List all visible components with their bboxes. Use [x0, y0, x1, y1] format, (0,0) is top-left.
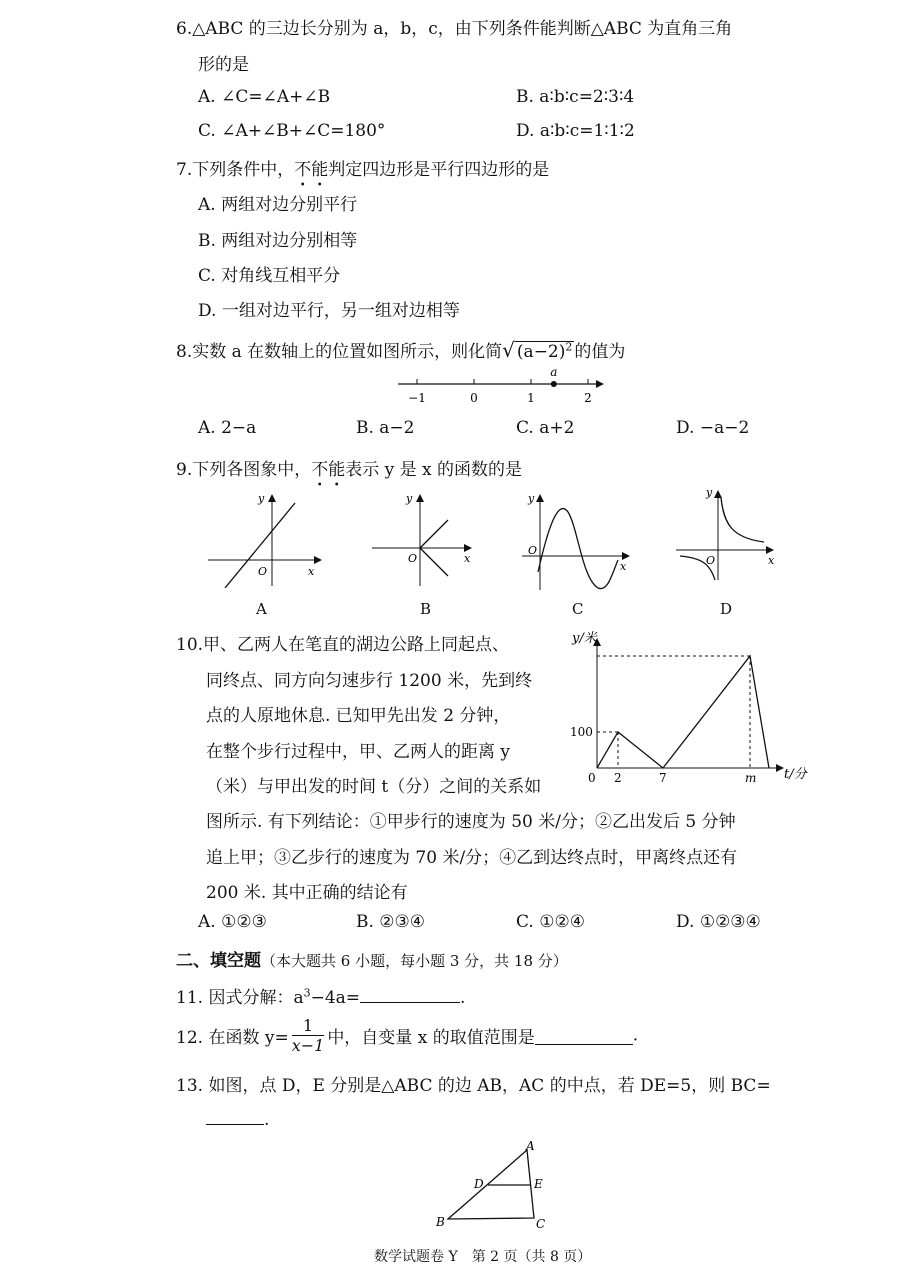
- arrow-icon: [416, 494, 424, 502]
- distance-time-graph: [560, 628, 820, 788]
- arrow-icon: [766, 546, 774, 554]
- arrow-icon: [314, 556, 322, 564]
- graph-a-label: A: [256, 600, 267, 618]
- q8-option-b: B. a−2: [356, 418, 415, 438]
- x-axis-label: x: [308, 565, 315, 578]
- fraction: [292, 1016, 325, 1055]
- y-tick-100: 100: [570, 725, 593, 739]
- q8-radicand: $(a-2)^2$: [516, 340, 573, 362]
- q8-option-d: D. −a−2: [676, 418, 750, 438]
- point-d-label: D: [474, 1177, 484, 1191]
- x-axis-label: x: [768, 554, 775, 567]
- q11: [176, 983, 465, 1008]
- q6-option-a: A. ∠C=∠A+∠B: [198, 87, 331, 107]
- q7-emphasis-2: 能: [311, 160, 329, 180]
- tick-label: −1: [408, 391, 426, 405]
- q9-stem: [176, 455, 522, 480]
- tick-label: 1: [527, 391, 535, 405]
- vertex-c-label: C: [536, 1217, 546, 1231]
- q11-end: .: [460, 988, 466, 1008]
- q9-emphasis-1: 不: [311, 460, 329, 480]
- number-line: [390, 362, 620, 412]
- q13-line1: 13. 如图，点 D，E 分别是△ABC 的边 AB，AC 的中点，若 DE=5，则 BC=: [176, 1076, 771, 1096]
- graph-a: [200, 488, 330, 588]
- t-tick-2: 2: [614, 771, 622, 785]
- q10-option-a: A. ①②③: [198, 912, 267, 932]
- function-curve: [538, 509, 618, 589]
- y-axis-label: y: [528, 492, 535, 505]
- t-tick-7: 7: [659, 771, 667, 785]
- fraction-numerator: 1: [292, 1016, 325, 1036]
- y-axis-label: y: [258, 492, 265, 505]
- section-note: （本大题共 6 小题，每小题 3 分，共 18 分）: [261, 952, 568, 970]
- function-curve: [420, 520, 448, 548]
- answer-blank[interactable]: [206, 1106, 264, 1125]
- q10-line: （米）与甲出发的时间 t（分）之间的关系如: [206, 777, 542, 797]
- q13-line2: [206, 1106, 269, 1130]
- fraction-denominator: x−1: [291, 1036, 325, 1055]
- arrow-icon: [596, 380, 604, 388]
- section-title: 二、填空题: [176, 951, 261, 971]
- q7-option-a: A. 两组对边分别平行: [198, 195, 358, 215]
- q11-pre: 11. 因式分解：a: [176, 988, 304, 1008]
- q12-post: 中，自变量 x 的取值范围是: [327, 1028, 535, 1048]
- origin-label: O: [528, 544, 538, 557]
- answer-blank[interactable]: [360, 984, 460, 1003]
- y-axis-label: y: [706, 486, 713, 499]
- origin-label: O: [258, 565, 268, 578]
- origin-label: O: [706, 554, 716, 567]
- tick-label: 2: [584, 391, 592, 405]
- point-e-label: E: [534, 1177, 543, 1191]
- q6-option-c: C. ∠A+∠B+∠C=180°: [198, 121, 386, 141]
- q8-stem: [176, 337, 625, 362]
- q11-exponent: 3: [303, 986, 311, 1000]
- x-axis-label: x: [464, 552, 471, 565]
- q7-stem-post: 判定四边形是平行四边形的是: [328, 160, 550, 180]
- q7-option-c: C. 对角线互相平分: [198, 266, 341, 286]
- origin-label: 0: [588, 771, 596, 785]
- q10-line: 200 米. 其中正确的结论有: [206, 883, 408, 903]
- q6-option-d: D. a∶b∶c=1∶1∶2: [516, 121, 635, 141]
- arrow-icon: [536, 494, 544, 502]
- q12-pre: 12. 在函数 y=: [176, 1028, 289, 1048]
- graph-b-label: B: [420, 600, 432, 618]
- q10-option-b: B. ②③④: [356, 912, 426, 932]
- q7-option-d: D. 一组对边平行，另一组对边相等: [198, 301, 460, 321]
- q8-stem-post: 的值为: [574, 342, 626, 362]
- vertex-a-label: A: [526, 1139, 535, 1153]
- q10-line: 图所示. 有下列结论：①甲步行的速度为 50 米/分；②乙出发后 5 分钟: [206, 812, 736, 832]
- answer-blank[interactable]: [535, 1026, 633, 1045]
- q10-option-d: D. ①②③④: [676, 912, 761, 932]
- q10-line: 在整个步行过程中，甲、乙两人的距离 y: [206, 742, 511, 762]
- q7-emphasis-1: 不: [294, 160, 312, 180]
- graph-c-label: C: [572, 600, 584, 618]
- q12-end: .: [632, 1025, 639, 1046]
- vertex-b-label: B: [436, 1215, 445, 1229]
- q8-stem-pre: 8.实数 a 在数轴上的位置如图所示，则化简: [176, 342, 503, 362]
- arrow-icon: [622, 552, 630, 560]
- q8-exponent: 2: [565, 340, 573, 354]
- q6-stem-line2: 形的是: [198, 55, 249, 75]
- q9-stem-post: 表示 y 是 x 的函数的是: [345, 460, 523, 480]
- q13-end: .: [264, 1110, 270, 1130]
- function-curve: [420, 548, 448, 576]
- q10-line: 同终点、同方向匀速步行 1200 米，先到终: [206, 671, 533, 691]
- arrow-icon: [268, 494, 276, 502]
- function-curve: [721, 498, 764, 542]
- q8-option-a: A. 2−a: [198, 418, 257, 438]
- distance-line: [597, 656, 769, 768]
- t-tick-m: m: [745, 771, 757, 785]
- q7-stem-pre: 7.下列条件中，: [176, 160, 295, 180]
- q9-stem-pre: 9.下列各图象中，: [176, 460, 312, 480]
- q7-option-b: B. 两组对边分别相等: [198, 231, 358, 251]
- point-a-label: a: [550, 365, 558, 379]
- graph-d-label: D: [720, 600, 733, 618]
- sqrt-symbol: √: [502, 338, 515, 362]
- q10-line: 点的人原地休息. 已知甲先出发 2 分钟，: [206, 706, 511, 726]
- arrow-icon: [464, 544, 472, 552]
- q7-stem: [176, 155, 549, 180]
- y-axis-label: y/米: [572, 631, 597, 646]
- q10-option-c: C. ①②④: [516, 912, 585, 932]
- q9-emphasis-2: 能: [328, 460, 346, 480]
- graph-d: [672, 484, 787, 584]
- arrow-icon: [776, 764, 784, 772]
- q12: [176, 1016, 638, 1055]
- q6-option-b: B. a∶b∶c=2∶3∶4: [516, 87, 635, 107]
- point-a: [551, 381, 557, 387]
- page-footer: 数学试题卷 Y 第 2 页（共 8 页）: [374, 1249, 592, 1265]
- q10-line: 追上甲；③乙步行的速度为 70 米/分；④乙到达终点时，甲离终点还有: [206, 848, 738, 868]
- y-axis-label: y: [406, 492, 413, 505]
- graph-b: [368, 488, 488, 588]
- t-axis-label: t/分: [784, 767, 807, 782]
- q10-line: 10.甲、乙两人在笔直的湖边公路上同起点、: [176, 635, 510, 655]
- graph-c: [518, 488, 643, 593]
- arrow-icon: [714, 490, 722, 498]
- triangle-figure: [430, 1136, 560, 1236]
- origin-label: O: [408, 552, 418, 565]
- q8-option-c: C. a+2: [516, 418, 575, 438]
- q11-mid: −4a=: [310, 988, 361, 1008]
- section-heading: [176, 946, 568, 971]
- x-axis-label: x: [620, 560, 627, 573]
- q6-stem-line1: 6.△ABC 的三边长分别为 a，b，c，由下列条件能判断△ABC 为直角三角: [176, 19, 733, 39]
- tick-label: 0: [470, 391, 478, 405]
